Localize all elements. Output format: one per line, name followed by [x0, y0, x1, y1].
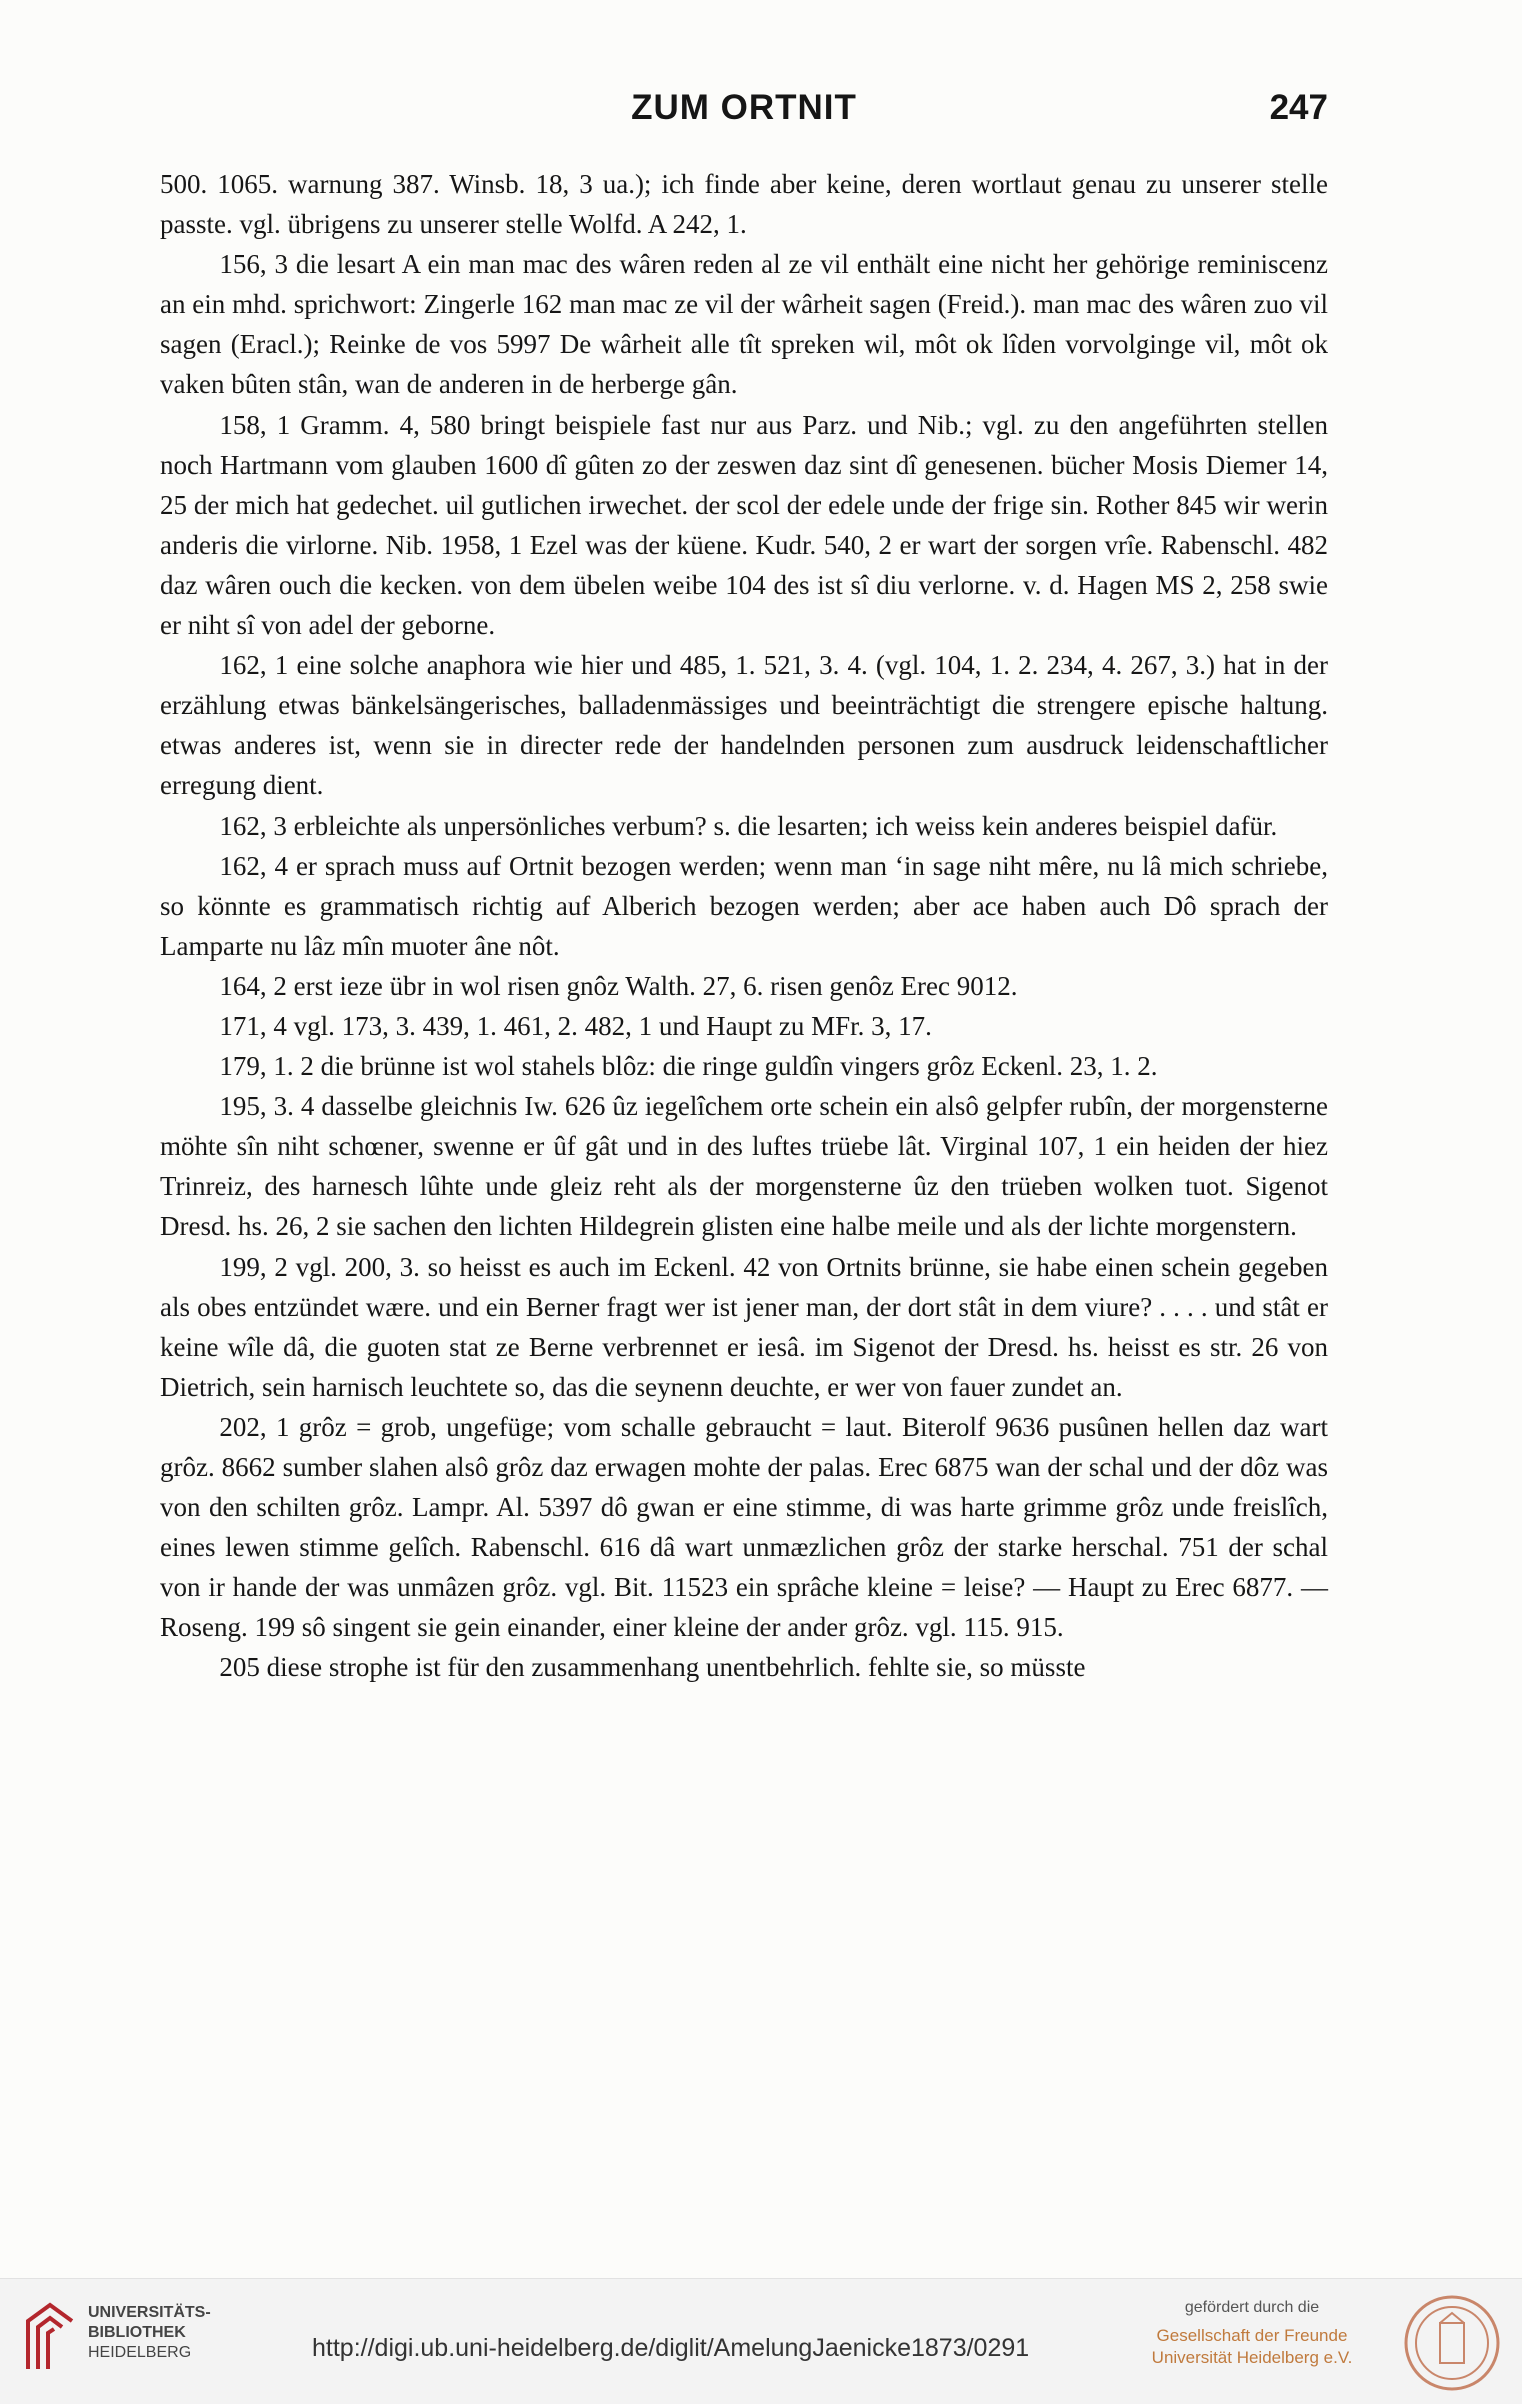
paragraph-10: 195, 3. 4 dasselbe gleichnis Iw. 626 ûz iegelîchem orte schein ein alsô gelpfer rubîn, der morgensterne möhte sîn niht schœner, swenne er ûf gât und in des luftes trüebe lât. Virginal 107, 1 ein heiden der hiez Trinreiz, des harnesch lûhte unde gleiz reht als der morgensterne ûz den trüeben wolken tuot. Sigenot Dresd. hs. 26, 2 sie sachen den lichten Hildegrein glisten eine halbe meile und als der lichte morgenstern.	[160, 1091, 1328, 1242]
paragraph-11: 199, 2 vgl. 200, 3. so heisst es auch im Eckenl. 42 von Ortnits brünne, sie habe einen schein gegeben als obes entzündet wære. und ein Berner fragt wer ist jener man, der dort stât in dem viure? . . . . und stât er keine wîle dâ, die guoten stat ze Berne verbrennet er iesâ. im Sigenot der Dresd. hs. heisst es str. 26 von Dietrich, sein harnisch leuchtete so, das die seynenn deuchte, er wer von fauer zundet an.	[160, 1251, 1328, 1402]
paragraph-9: 179, 1. 2 die brünne ist wol stahels blôz: die ringe guldîn vingers grôz Eckenl. 23, 1. 2.	[219, 1051, 1158, 1082]
paragraph-4: 162, 1 eine solche anaphora wie hier und 485, 1. 521, 3. 4. (vgl. 104, 1. 2. 234, 4. 267, 3.) hat in der erzählung etwas bänkelsängerisches, balladenmässiges und beeinträchtigt die strengere epische haltung. etwas anderes ist, wenn sie in directer rede der handelnden personen zum ausdruck leidenschaftlicher erregung dient.	[160, 650, 1328, 801]
library-name-line-1: UNIVERSITÄTS-	[88, 2304, 211, 2321]
running-head	[160, 88, 1328, 138]
library-name-line-3: HEIDELBERG	[88, 2344, 192, 2361]
paragraph-1: 500. 1065. warnung 387. Winsb. 18, 3 ua.); ich finde aber keine, deren wortlaut genau zu unserer stelle passte. vgl. übrigens zu unserer stelle Wolfd. A 242, 1.	[160, 169, 1328, 240]
university-seal-icon	[1402, 2293, 1502, 2393]
paragraph-8: 171, 4 vgl. 173, 3. 439, 1. 461, 2. 482, 1 und Haupt zu MFr. 3, 17.	[219, 1010, 932, 1041]
sponsor-label: gefördert durch die	[1184, 2299, 1320, 2316]
paragraph-13: 205 diese strophe ist für den zusammenhang unentbehrlich. fehlte sie, so müsste	[219, 1652, 1086, 1683]
permalink[interactable]: http://digi.ub.uni-heidelberg.de/diglit/AmelungJaenicke1873/0291	[312, 2334, 1030, 2362]
running-title: ZUM ORTNIT	[631, 88, 857, 127]
paragraph-2: 156, 3 die lesart A ein man mac des wâren reden al ze vil enthält eine nicht her gehörige reminiscenz an ein mhd. sprichwort: Zingerle 162 man mac ze vil der wârheit sagen (Freid.). man mac des wâren zuo vil sagen (Eracl.); Reinke de vos 5997 De wârheit alle tît spreken wil, môt ok lîden vorvolginge vil, môt ok vaken bûten stân, wan de anderen in de herberge gân.	[160, 249, 1328, 400]
paragraph-12: 202, 1 grôz = grob, ungefüge; vom schalle gebraucht = laut. Biterolf 9636 pusûnen hellen daz wart grôz. 8662 sumber slahen alsô grôz daz erwagen mohte der palas. Erec 6875 wan der schal und der dôz was von den schilten grôz. Lampr. Al. 5397 dô gwan er eine stimme, di was harte grimme grôz unde freislîch, eines lewen stimme gelîch. Rabenschl. 616 dâ wart unmæzlichen grôz der starke herschal. 751 der schal von ir hande der was unmâzen grôz. vgl. Bit. 11523 ein sprâche kleine = leise? — Haupt zu Erec 6877. — Roseng. 199 sô singent sie gein einander, einer kleine der ander grôz. vgl. 115. 915.	[160, 1411, 1328, 1643]
paragraph-3: 158, 1 Gramm. 4, 580 bringt beispiele fast nur aus Parz. und Nib.; vgl. zu den angeführten stellen noch Hartmann vom glauben 1600 dî gûten zo der zeswen daz sint dî genesenen. bücher Mosis Diemer 14, 25 der mich hat gedechet. uil gutlichen irwechet. der scol der edele unde der frige sin. Rother 845 wir werin anderis die virlorne. Nib. 1958, 1 Ezel was der küene. Kudr. 540, 2 er wart der sorgen vrîe. Rabenschl. 482 daz wâren ouch die kecken. von dem übelen weibe 104 des ist sî diu verlorne. v. d. Hagen MS 2, 258 swie er niht sî von adel der geborne.	[160, 409, 1328, 641]
library-name	[88, 2303, 211, 2363]
page-number: 247	[1269, 88, 1328, 127]
sponsor-name-line-1: Gesellschaft der Freunde	[1156, 2326, 1348, 2345]
sponsor	[1122, 2299, 1382, 2369]
sponsor-name-line-2: Universität Heidelberg e.V.	[1151, 2348, 1353, 2367]
text-body	[160, 164, 1328, 1688]
library-logo-icon	[20, 2299, 80, 2379]
paragraph-6: 162, 4 er sprach muss auf Ortnit bezogen werden; wenn man ‘in sage niht mêre, nu lâ mich schriebe, so könnte es grammatisch richtig auf Alberich bezogen werden; aber ace haben auch Dô sprach der Lamparte nu lâz mîn muoter âne nôt.	[160, 850, 1328, 961]
paragraph-5: 162, 3 erbleichte als unpersönliches verbum? s. die lesarten; ich weiss kein anderes beispiel dafür.	[219, 810, 1278, 841]
library-name-line-2: BIBLIOTHEK	[88, 2324, 186, 2341]
footer-bar	[0, 2278, 1522, 2404]
paragraph-7: 164, 2 erst ieze übr in wol risen gnôz Walth. 27, 6. risen genôz Erec 9012.	[219, 970, 1018, 1001]
